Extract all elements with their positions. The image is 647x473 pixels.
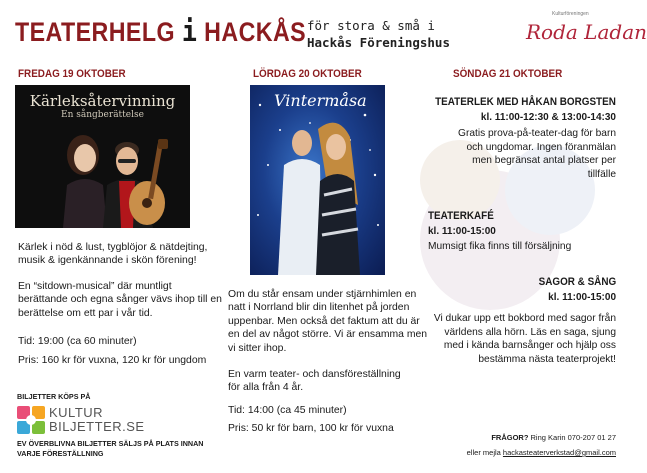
friday-poster-subtitle: En sångberättelse bbox=[61, 110, 144, 120]
friday-poster-title: Kärleksåtervinning bbox=[29, 92, 176, 110]
sunday-event2-title: TEATERKAFÉ bbox=[428, 210, 494, 222]
leftover-tickets-note: EV ÖVERBLIVNA BILJETTER SÄLJS PÅ PLATS INNAN VARJE FÖRESTÄLLNING bbox=[17, 439, 204, 458]
logo-text: Roda Ladan bbox=[526, 20, 647, 44]
kulturbiljetter-text: KULTUR BILJETTER.SE bbox=[49, 405, 145, 434]
tickets-label: BILJETTER KÖPS PÅ bbox=[17, 392, 91, 401]
sunday-event3-time: kl. 11:00-15:00 bbox=[548, 292, 616, 303]
saturday-price: Pris: 50 kr för barn, 100 kr för vuxna bbox=[228, 423, 394, 434]
saturday-poster-title: Vintermåsa bbox=[274, 91, 367, 110]
saturday-description: Om du står ensam under stjärnhimlen en natt i Norrland blir din litenhet på jorden uppenbar. Men också det faktum att du är en del av något större. Vi är ensamma men vi sitter ihop. bbox=[228, 289, 428, 354]
page-subtitle bbox=[307, 17, 450, 51]
saturday-poster bbox=[250, 85, 385, 275]
sunday-event1-time: kl. 11:00-12:30 & 13:00-14:30 bbox=[480, 112, 616, 123]
questions-line: FRÅGOR? Ring Karin 070-207 01 27 bbox=[491, 433, 616, 442]
saturday-heading: LÖRDAG 20 OKTOBER bbox=[253, 68, 362, 80]
sunday-event3-title: SAGOR & SÅNG bbox=[538, 276, 616, 288]
saturday-description-2: En varm teater- och dansföreställning för alla från 4 år. bbox=[228, 369, 401, 394]
kulturbiljetter-logo bbox=[17, 404, 145, 436]
performers-illustration bbox=[15, 85, 190, 228]
roda-ladan-logo bbox=[522, 8, 647, 52]
sunday-event2-time: kl. 11:00-15:00 bbox=[428, 226, 496, 237]
kulturbiljetter-icon bbox=[17, 406, 45, 434]
friday-price: Pris: 160 kr för vuxna, 120 kr för ungdom bbox=[18, 355, 207, 366]
friday-poster bbox=[15, 85, 190, 228]
logo-small-text: Kulturföreningen bbox=[552, 11, 589, 17]
friday-time: Tid: 19:00 (ca 60 minuter) bbox=[18, 336, 137, 347]
friday-description-2: En “sitdown-musical” där muntligt berättande och egna sånger vävs ihop till en berättelse om ett par i vår tid. bbox=[18, 281, 222, 319]
subtitle-line-2: Hackås Föreningshus bbox=[307, 35, 450, 50]
sunday-event1-description: Gratis prova-på-teater-dag för barn och ungdomar. Ingen föranmälan men begränsat antal platser per tillfälle bbox=[458, 128, 616, 180]
sunday-heading: SÖNDAG 21 OKTOBER bbox=[453, 68, 563, 80]
friday-description: Kärlek i nöd & lust, tygblöjor & nätdejting, musik & igenkännande i skön förening! bbox=[18, 242, 208, 267]
email-line: eller mejla hackasteaterverkstad@gmail.com bbox=[466, 448, 616, 457]
starry-sky-illustration bbox=[250, 85, 385, 275]
page-title: TEATERHELG i HACKÅS bbox=[15, 14, 307, 48]
email-link[interactable]: hackasteaterverkstad@gmail.com bbox=[502, 448, 616, 457]
subtitle-line-1: för stora & små i bbox=[307, 18, 435, 33]
sunday-event2-description: Mumsigt fika finns till försäljning bbox=[428, 241, 572, 252]
sunday-event1-title: TEATERLEK MED HÅKAN BORGSTEN bbox=[435, 96, 616, 108]
sunday-event3-description: Vi dukar upp ett bokbord med sagor från världens alla hörn. Läs en saga, sjung med i kända barnsånger och hjälp oss bestämma nästa teaterprojekt! bbox=[433, 313, 616, 365]
friday-heading: FREDAG 19 OKTOBER bbox=[18, 68, 126, 80]
saturday-time: Tid: 14:00 (ca 45 minuter) bbox=[228, 405, 347, 416]
